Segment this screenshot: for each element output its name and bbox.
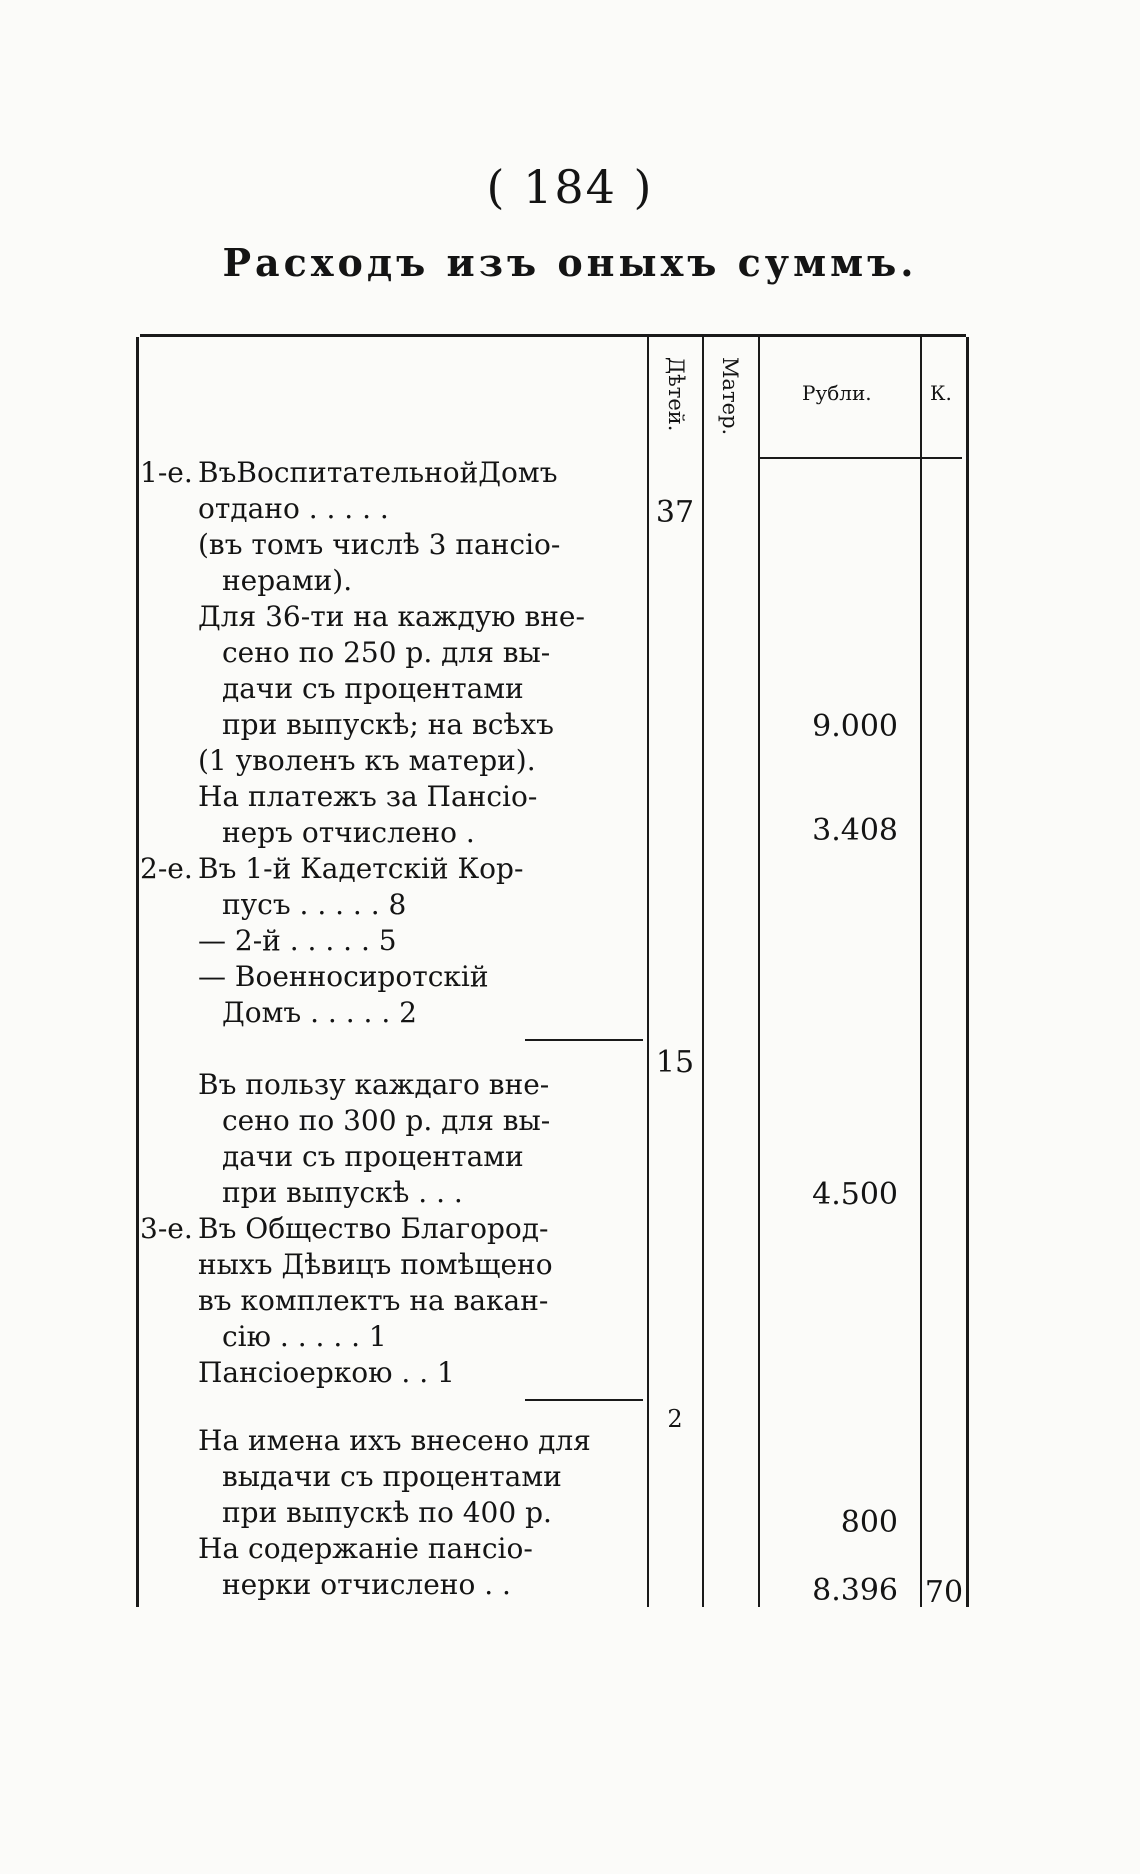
- text-line: нерки отчислено . .: [222, 1568, 511, 1601]
- column-divider: [920, 337, 922, 1607]
- text-line: дачи съ процентами: [222, 672, 524, 705]
- children-count: 15: [655, 1045, 695, 1080]
- text-line: сено по 300 р. для вы-: [222, 1104, 551, 1137]
- text-line: при выпускѣ по 400 р.: [222, 1496, 552, 1529]
- children-count: 2: [667, 1405, 683, 1433]
- text-line: Въ пользу каждаго вне-: [198, 1068, 550, 1101]
- column-header-children: Дѣтей.: [664, 357, 688, 432]
- text-line: Въ 1-й Кадетскій Кор-: [198, 852, 524, 885]
- text-line: сено по 250 р. для вы-: [222, 636, 551, 669]
- ruble-amount: 4.500: [812, 1177, 898, 1212]
- text-line: (1 уволенъ къ матери).: [198, 744, 536, 777]
- table-left-border: [136, 337, 139, 1607]
- text-line: ныхъ Дѣвицъ помѣщено: [198, 1248, 553, 1281]
- column-header-kopeks: К.: [930, 381, 952, 405]
- ruble-amount: 8.396: [812, 1573, 898, 1608]
- section-marker: 2-е.: [140, 852, 193, 885]
- text-line: при выпускѣ; на всѣхъ: [222, 708, 554, 741]
- subtotal-rule: [525, 1399, 643, 1401]
- column-divider: [702, 337, 704, 1607]
- section-marker: 1-е.: [140, 456, 193, 489]
- page-heading: Расходъ изъ оныхъ суммъ.: [222, 240, 918, 285]
- text-line: Домъ . . . . . 2: [222, 996, 417, 1029]
- ruble-amount: 3.408: [812, 813, 898, 848]
- text-line: отдано . . . . .: [198, 492, 389, 525]
- text-line: дачи съ процентами: [222, 1140, 524, 1173]
- children-count: 37: [655, 495, 695, 530]
- subtotal-rule: [525, 1039, 643, 1041]
- text-line: На имена ихъ внесено для: [198, 1424, 591, 1457]
- text-line: неръ отчислено .: [222, 816, 475, 849]
- column-header-rubles: Рубли.: [802, 381, 872, 405]
- text-line: На содержаніе пансіо-: [198, 1532, 533, 1565]
- text-line: Для 36-ти на каждую вне-: [198, 600, 585, 633]
- text-line: сію . . . . . 1: [222, 1320, 387, 1353]
- text-line: Пансіоеркою . . 1: [198, 1356, 455, 1389]
- text-line: На платежъ за Пансіо-: [198, 780, 538, 813]
- text-line: Въ Общество Благород-: [198, 1212, 549, 1245]
- text-line: при выпускѣ . . .: [222, 1176, 463, 1209]
- text-line: пусъ . . . . . 8: [222, 888, 407, 921]
- column-header-mothers: Матер.: [718, 357, 742, 436]
- text-line: — 2-й . . . . . 5: [198, 924, 397, 957]
- header-rule: [760, 457, 962, 459]
- ruble-amount: 800: [840, 1505, 898, 1540]
- column-divider: [647, 337, 649, 1607]
- kopek-amount: 70: [924, 1575, 964, 1610]
- expense-table: [140, 334, 966, 1610]
- text-line: (въ томъ числѣ 3 пансіо-: [198, 528, 561, 561]
- text-line: — Военносиротскій: [198, 960, 489, 993]
- column-divider: [758, 337, 760, 1607]
- text-line: нерами).: [222, 564, 353, 597]
- text-line: выдачи съ процентами: [222, 1460, 562, 1493]
- table-right-border: [966, 337, 969, 1607]
- ruble-amount: 9.000: [812, 709, 898, 744]
- section-marker: 3-е.: [140, 1212, 193, 1245]
- text-line: въ комплектъ на вакан-: [198, 1284, 549, 1317]
- text-line: ВъВоспитательнойДомъ: [198, 456, 558, 489]
- page-number: ( 184 ): [486, 160, 654, 214]
